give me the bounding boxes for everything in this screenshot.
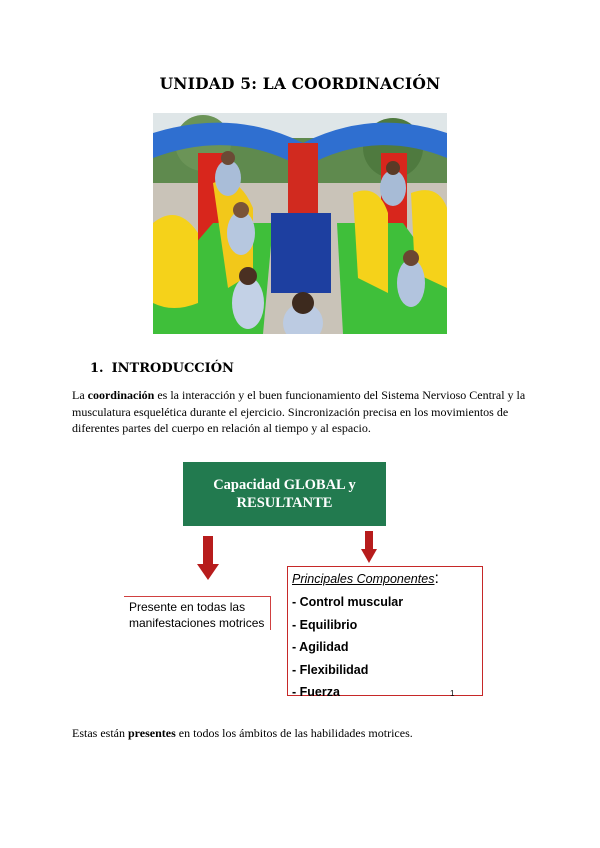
component-item: - Control muscular — [292, 595, 404, 609]
components-box — [287, 566, 483, 700]
component-item: - Flexibilidad — [292, 662, 369, 677]
arrow-down-right-icon — [361, 531, 377, 563]
global-capacity-line1: Capacidad GLOBAL y — [213, 477, 356, 493]
section-number: 1. — [90, 361, 104, 376]
component-item: - Equilibrio — [292, 617, 358, 632]
intro-keyword: coordinación — [87, 388, 155, 402]
intro-pre: La — [72, 388, 88, 402]
page-title: UNIDAD 5: LA COORDINACIÓN — [159, 74, 441, 93]
components-list — [292, 591, 482, 704]
photo-illustration — [153, 113, 447, 334]
intro-post: es la interacción y el buen funcionamiento del Sistema Nervioso Central y la musculatura esquelética durante el ejercicio. Sincronización precisa en los movimientos de diferentes partes del cuerpo en relación al tiempo y al espacio. — [72, 388, 526, 435]
closing-post: en todos los ámbitos de las habilidades motrices. — [175, 726, 413, 740]
section-heading — [90, 361, 234, 376]
global-capacity-box — [183, 462, 386, 526]
global-capacity-line2: RESULTANTE — [236, 495, 333, 511]
presence-box: Presente en todas las manifestaciones motrices — [124, 596, 271, 630]
component-item: - Agilidad — [292, 640, 349, 655]
closing-paragraph — [72, 725, 542, 742]
intro-paragraph — [72, 387, 542, 437]
arrow-down-left-icon — [197, 536, 219, 580]
footnote-marker: 1 — [450, 689, 455, 698]
component-item: - Fuerza — [292, 685, 340, 700]
section-title: INTRODUCCIÓN — [111, 361, 234, 376]
components-colon: : — [434, 570, 439, 587]
components-title: Principales Componentes — [292, 572, 435, 586]
closing-keyword: presentes — [128, 726, 176, 740]
bouncy-castle-photo — [153, 113, 447, 334]
closing-pre: Estas están — [72, 726, 128, 740]
